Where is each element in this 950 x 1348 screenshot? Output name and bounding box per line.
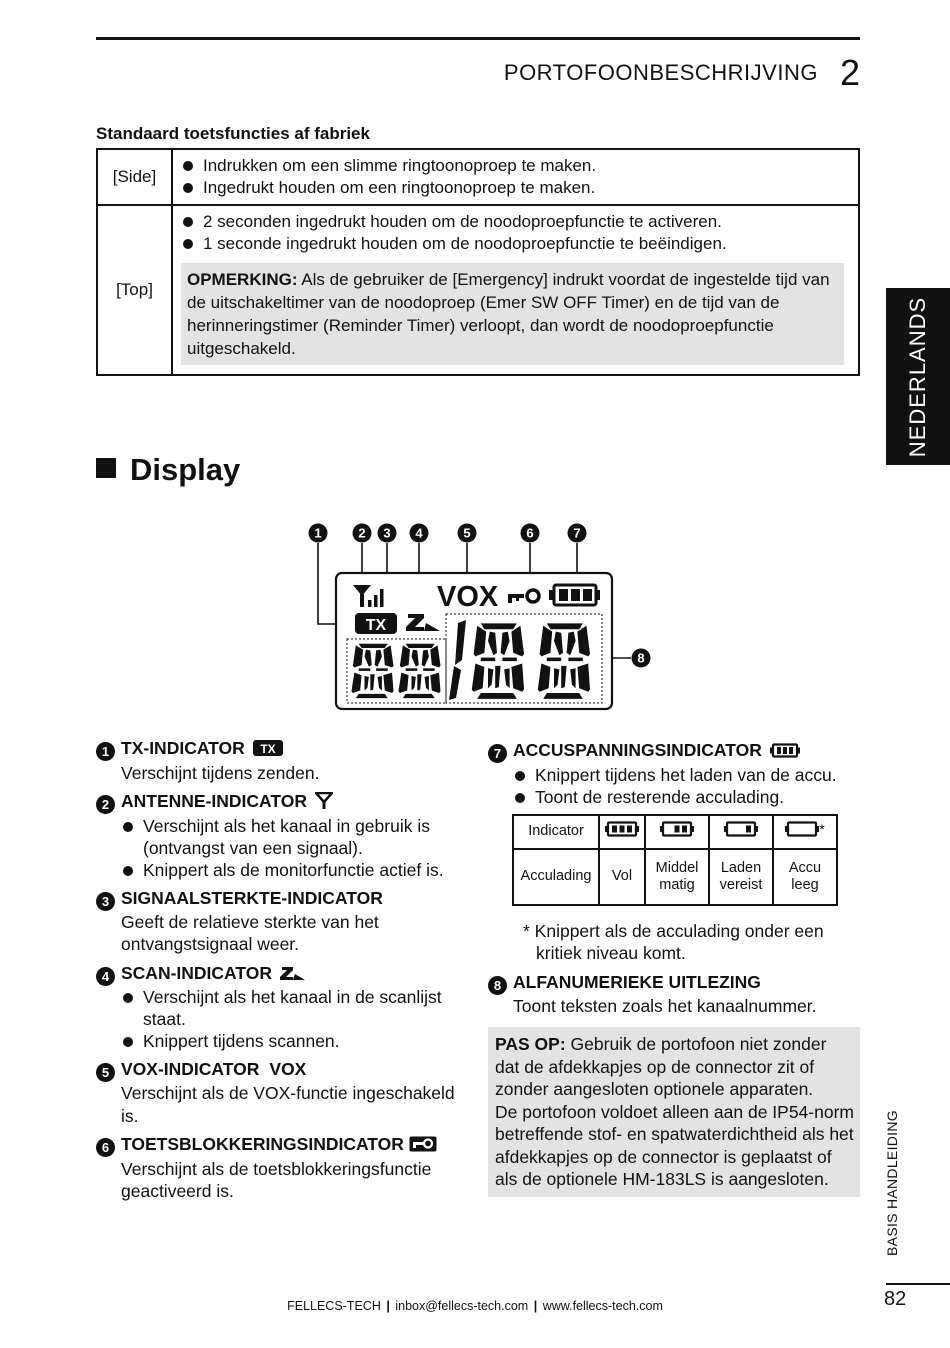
callout-label: 5 [463, 525, 471, 541]
item-number: 7 [488, 744, 507, 763]
indicator-desc: Geeft de relatieve sterkte van het ontvangstsignaal weer. [121, 911, 379, 954]
item-number: 4 [96, 967, 115, 986]
table-row [97, 149, 859, 205]
callout-4 [410, 524, 429, 543]
indicator-vox [96, 1058, 476, 1082]
indicator-desc: Verschijnt als de toetsblokkeringsfunctie geactiveerd is. [121, 1158, 432, 1201]
chapter-number: 2 [839, 52, 860, 93]
indicator-title: SCAN-INDICATOR [121, 962, 273, 983]
page-number-rule [886, 1283, 950, 1285]
manual-label-text: BASIS HANDLEIDING [884, 1109, 900, 1256]
manual-label [879, 1100, 905, 1265]
list-item: Verschijnt als het kanaal in gebruik is (ontvangst van een signaal). [121, 815, 476, 859]
list-item: Knippert als de monitorfunctie actief is. [121, 859, 476, 881]
key-side: [Side] [97, 149, 172, 205]
caution-label: PAS OP: [495, 1034, 566, 1054]
scan-icon [280, 964, 306, 987]
list-item: Knippert tijdens scannen. [121, 1030, 476, 1052]
table-row-label: Acculading [513, 849, 599, 905]
language-tab [886, 288, 950, 465]
item-number: 2 [96, 795, 115, 814]
key-top-functions [172, 205, 859, 375]
tx-icon-label: TX [260, 742, 276, 756]
callout-label: 4 [415, 525, 423, 541]
battery-level-label: Middel matig [645, 849, 709, 905]
list-item: Verschijnt als het kanaal in de scanlijst staat. [121, 986, 476, 1030]
callout-6 [521, 524, 540, 543]
callout-5 [458, 524, 477, 543]
vox-icon: VOX [269, 1059, 307, 1079]
indicator-title: SIGNAALSTERKTE-INDICATOR [121, 887, 383, 908]
vox-segment: VOX [437, 581, 499, 613]
callout-label: 1 [314, 525, 322, 541]
item-number: 3 [96, 892, 115, 911]
key-table-title: Standaard toetsfuncties af fabriek [96, 124, 370, 143]
indicator-keylock [96, 1133, 476, 1158]
callout-2 [353, 524, 372, 543]
square-bullet-icon [96, 458, 116, 478]
key-top: [Top] [97, 205, 172, 375]
battery-full-icon [599, 815, 645, 849]
table-row [513, 849, 837, 905]
table-header-label: Indicator [513, 815, 599, 849]
callout-7 [568, 524, 587, 543]
battery-low-icon [709, 815, 773, 849]
battery-icon [770, 741, 800, 764]
list-item: Indrukken om een slimme ringtoonoproep te maken. [181, 155, 844, 177]
caution-box [488, 1027, 860, 1197]
caution-text: Gebruik de portofoon niet zonder dat de afdekkapjes op de connector zit of zonder aangesloten optionele apparaten. [495, 1034, 827, 1099]
battery-level-table [512, 814, 838, 906]
battery-level-label: Vol [599, 849, 645, 905]
footer-separator: | [386, 1299, 390, 1313]
note-box [181, 263, 844, 365]
callout-3 [378, 524, 397, 543]
tx-segment [355, 613, 397, 634]
callout-label: 8 [637, 650, 645, 666]
table-row [97, 205, 859, 375]
footer-website[interactable]: www.fellecs-tech.com [542, 1299, 663, 1313]
indicator-title: TOETSBLOKKERINGSINDICATOR [121, 1134, 404, 1154]
footer-email[interactable]: inbox@fellecs-tech.com [395, 1299, 529, 1313]
empty-footnote-mark: * [819, 821, 825, 837]
callout-label: 6 [526, 525, 534, 541]
indicator-title: ALFANUMERIEKE UITLEZING [513, 971, 761, 992]
indicator-battery [488, 739, 860, 764]
page-header [96, 52, 860, 94]
key-side-functions [172, 149, 859, 205]
footer [0, 1299, 950, 1313]
table-row [513, 815, 837, 849]
indicator-title: TX-INDICATOR [121, 738, 245, 758]
item-number: 6 [96, 1138, 115, 1157]
key-lock-icon [409, 1135, 437, 1158]
indicator-desc: Toont teksten zoals het kanaalnummer. [513, 995, 817, 1016]
language-tab-label: NEDERLANDS [905, 296, 930, 457]
note-label: OPMERKING: [187, 270, 298, 289]
list-item: 2 seconden ingedrukt houden om de noodoproepfunctie te activeren. [181, 211, 844, 233]
indicator-list-right [488, 733, 860, 1197]
indicator-antenna [96, 790, 476, 815]
indicator-title: ANTENNE-INDICATOR [121, 791, 308, 811]
indicator-list-left [96, 731, 476, 1203]
callout-label: 7 [573, 525, 581, 541]
callout-label: 3 [383, 525, 391, 541]
indicator-title: ACCUSPANNINGSINDICATOR [513, 740, 762, 760]
callout-8 [632, 649, 651, 668]
caution-text-2: De portofoon voldoet alleen aan de IP54-norm betreffende stof- en spatwaterdichtheid als het afdekkapjes op de connector is geplaatst of als de optionele HM-183LS is aangesloten. [495, 1101, 854, 1189]
header-rule [96, 37, 860, 40]
item-number: 5 [96, 1063, 115, 1082]
list-item: Knippert tijdens het laden van de accu. [513, 764, 860, 786]
indicator-signal [96, 887, 476, 911]
battery-level-label: Laden vereist [709, 849, 773, 905]
tx-icon [253, 739, 283, 762]
section-title: PORTOFOONBESCHRIJVING [503, 60, 818, 85]
list-item: 1 seconde ingedrukt houden om de noodoproepfunctie te beëindigen. [181, 233, 844, 255]
antenna-icon [315, 792, 333, 815]
page-number: 82 [884, 1288, 907, 1310]
indicator-tx [96, 737, 476, 762]
list-item: Ingedrukt houden om een ringtoonoproep te maken. [181, 177, 844, 199]
battery-medium-icon [645, 815, 709, 849]
indicator-scan [96, 962, 476, 987]
list-item: Toont de resterende acculading. [513, 786, 860, 808]
footer-separator: | [533, 1299, 538, 1313]
footer-company: FELLECS-TECH [287, 1299, 381, 1313]
display-heading-text: Display [130, 452, 241, 487]
battery-empty-icon [773, 815, 837, 849]
note-text: Als de gebruiker de [Emergency] indrukt voordat de ingestelde tijd van de uitschakeltimer van de noodoproep (Emer SW OFF Timer) en de tijd van de herinneringstimer (Reminder Timer) verloopt, dan wordt de noodoproepfunctie uitgeschakeld. [187, 270, 830, 358]
item-number: 8 [488, 976, 507, 995]
battery-footnote: * Knippert als de acculading onder een kritiek niveau komt. [523, 920, 824, 963]
callout-1 [309, 524, 328, 543]
battery-level-label: Accu leeg [773, 849, 837, 905]
key-function-table [96, 148, 860, 376]
display-heading [96, 452, 240, 488]
indicator-desc: Verschijnt als de VOX-functie ingeschakeld is. [121, 1083, 455, 1126]
item-number: 1 [96, 742, 115, 761]
lcd-display-diagram [300, 520, 660, 720]
indicator-alphanumeric [488, 971, 860, 995]
tx-segment-label: TX [365, 617, 387, 634]
indicator-desc: Verschijnt tijdens zenden. [121, 762, 320, 783]
callout-label: 2 [358, 525, 366, 541]
indicator-title: VOX-INDICATOR [121, 1059, 260, 1079]
